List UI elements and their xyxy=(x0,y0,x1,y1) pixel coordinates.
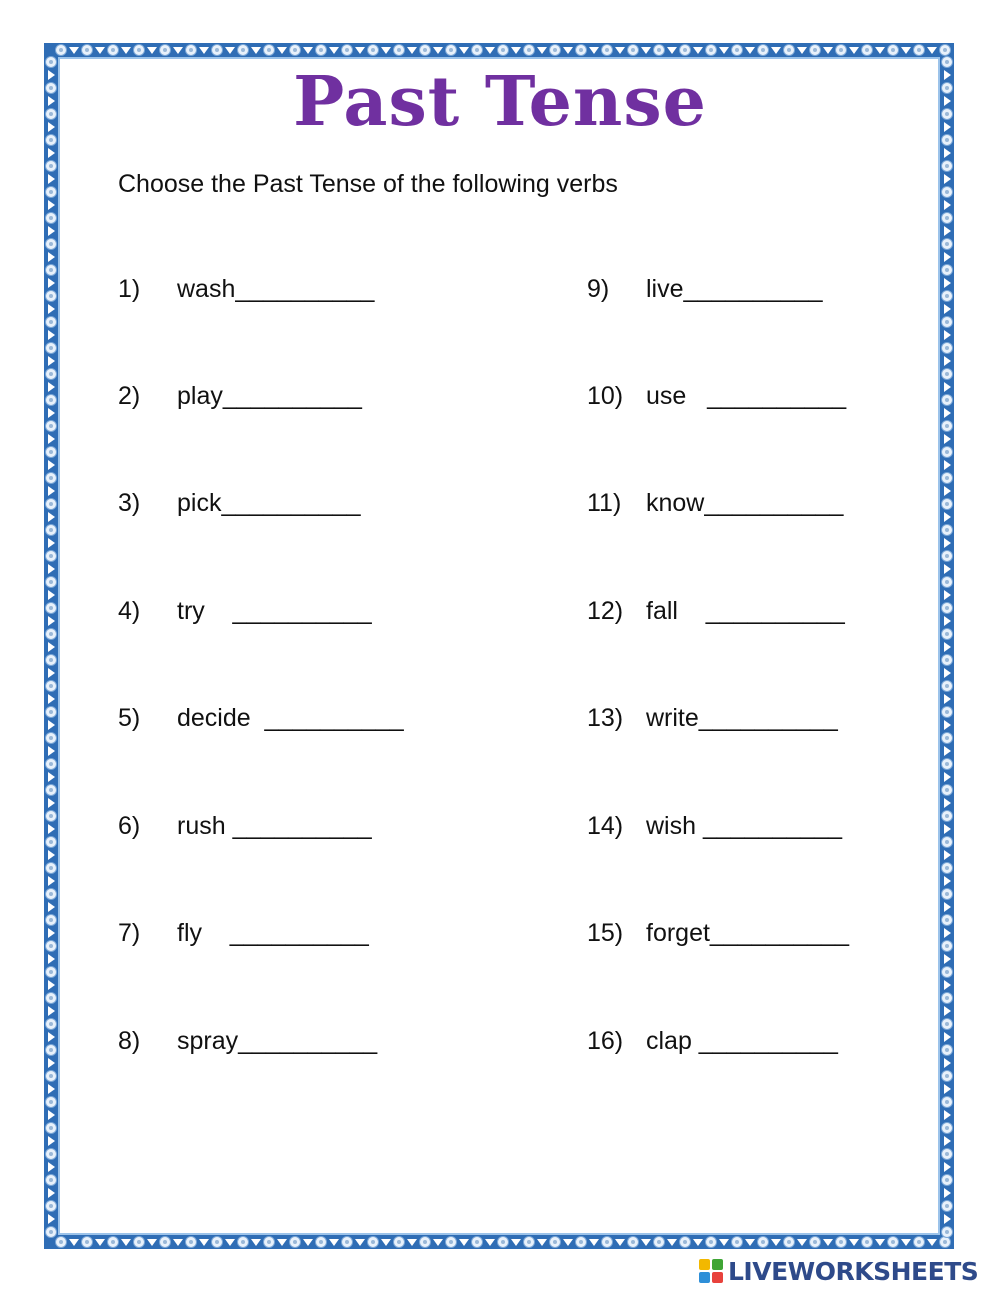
item-verb-answer-blank[interactable]: rush __________ xyxy=(177,812,372,840)
exercise-item xyxy=(587,1027,838,1114)
item-verb-answer-blank[interactable]: forget__________ xyxy=(646,919,849,947)
item-verb-answer-blank[interactable]: wish __________ xyxy=(646,812,842,840)
item-verb-answer-blank[interactable]: try __________ xyxy=(177,597,372,625)
exercise-item xyxy=(118,812,372,899)
exercise-item xyxy=(118,382,362,469)
item-verb-answer-blank[interactable]: fall __________ xyxy=(646,597,845,625)
item-number: 7) xyxy=(118,919,141,947)
liveworksheets-logo-icon xyxy=(698,1258,724,1284)
item-number: 11) xyxy=(587,489,622,517)
item-number: 1) xyxy=(118,275,141,303)
item-verb-answer-blank[interactable]: clap __________ xyxy=(646,1027,838,1055)
item-verb-answer-blank[interactable]: fly __________ xyxy=(177,919,369,947)
item-verb-answer-blank[interactable]: know__________ xyxy=(646,489,844,517)
instruction-text: Choose the Past Tense of the following verbs xyxy=(118,170,618,198)
item-verb-answer-blank[interactable]: play__________ xyxy=(177,382,362,410)
item-verb-answer-blank[interactable]: wash__________ xyxy=(177,275,375,303)
exercise-item xyxy=(118,919,369,1006)
item-verb-answer-blank[interactable]: live__________ xyxy=(646,275,823,303)
exercise-item xyxy=(587,382,847,469)
item-verb-answer-blank[interactable]: pick__________ xyxy=(177,489,361,517)
item-verb-answer-blank[interactable]: use __________ xyxy=(646,382,847,410)
border-inner-line xyxy=(58,57,940,1235)
item-number: 4) xyxy=(118,597,141,625)
item-number: 5) xyxy=(118,704,141,732)
decorative-border xyxy=(44,43,954,1249)
item-number: 15) xyxy=(587,919,624,947)
exercise-item xyxy=(587,919,849,1006)
exercise-item xyxy=(587,275,823,362)
exercise-item xyxy=(118,1027,378,1114)
item-number: 6) xyxy=(118,812,141,840)
exercise-item xyxy=(118,597,372,684)
item-number: 2) xyxy=(118,382,141,410)
brand-logo[interactable] xyxy=(698,1256,978,1286)
exercise-item xyxy=(587,812,842,899)
item-number: 3) xyxy=(118,489,141,517)
item-number: 10) xyxy=(587,382,624,410)
item-number: 8) xyxy=(118,1027,141,1055)
item-number: 14) xyxy=(587,812,624,840)
page-title: Past Tense xyxy=(293,62,707,142)
exercise-item xyxy=(587,489,844,576)
item-number: 12) xyxy=(587,597,624,625)
item-number: 9) xyxy=(587,275,610,303)
exercise-item xyxy=(118,704,404,791)
item-number: 16) xyxy=(587,1027,624,1055)
item-verb-answer-blank[interactable]: decide __________ xyxy=(177,704,404,732)
item-number: 13) xyxy=(587,704,624,732)
brand-name: LIVEWORKSHEETS xyxy=(728,1256,979,1286)
exercise-item xyxy=(587,597,845,684)
item-verb-answer-blank[interactable]: spray__________ xyxy=(177,1027,378,1055)
exercise-item xyxy=(118,275,375,362)
exercise-item xyxy=(118,489,361,576)
exercise-item xyxy=(587,704,838,791)
item-verb-answer-blank[interactable]: write__________ xyxy=(646,704,838,732)
